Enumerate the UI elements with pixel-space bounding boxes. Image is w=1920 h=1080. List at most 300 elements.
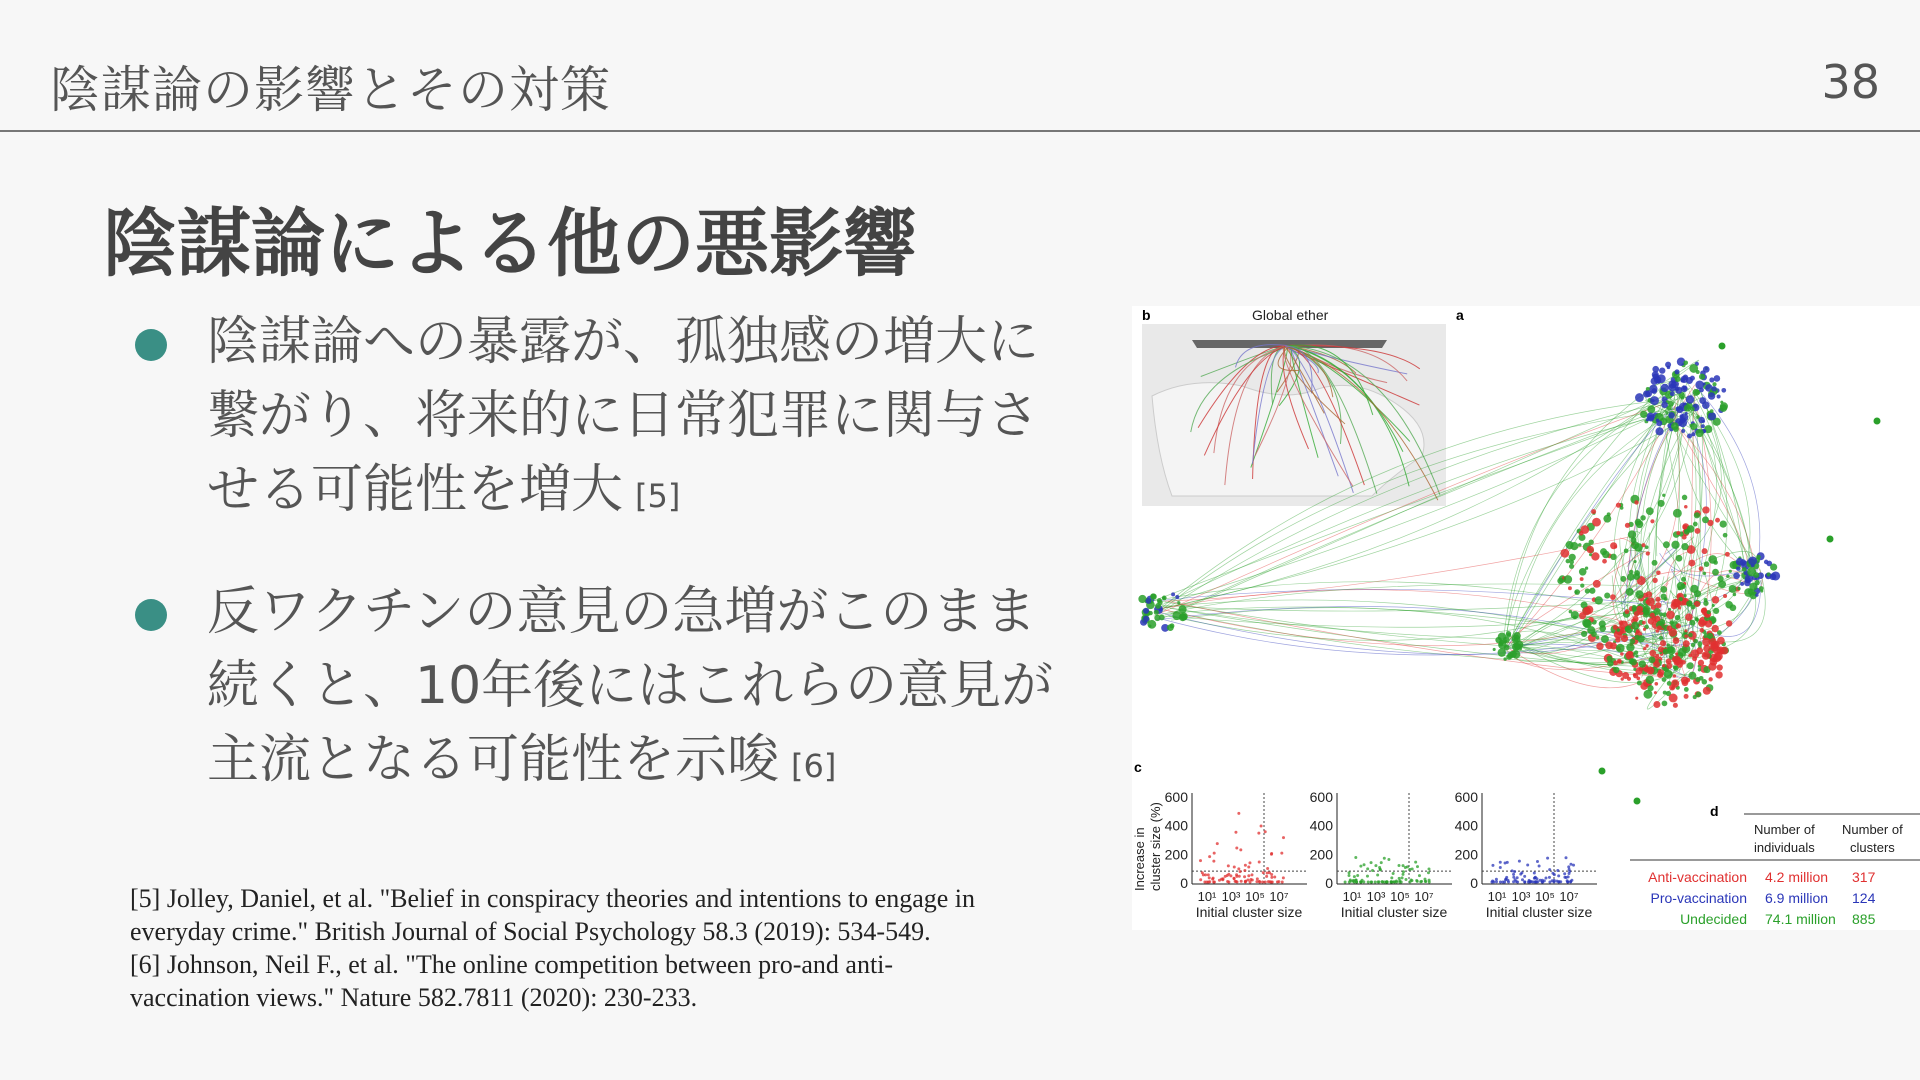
bullet-line: 主流となる可能性を示唆 [6] <box>207 730 837 790</box>
plot-point <box>1408 868 1411 871</box>
network-node <box>1595 596 1603 604</box>
plot-point <box>1499 866 1502 869</box>
plot-point <box>1239 870 1242 873</box>
network-node <box>1696 429 1704 437</box>
network-node <box>1640 515 1645 520</box>
plot-point <box>1243 875 1246 878</box>
plot-point <box>1199 878 1202 881</box>
network-node <box>1684 687 1689 692</box>
network-node <box>1157 600 1162 605</box>
plot-point <box>1404 866 1407 869</box>
network-node <box>1723 594 1727 598</box>
network-node <box>1684 404 1691 411</box>
network-node <box>1695 528 1701 534</box>
network-node <box>1704 561 1709 566</box>
network-node <box>1646 667 1654 675</box>
plot-point <box>1533 871 1536 874</box>
network-node <box>1602 551 1610 559</box>
plot-point <box>1529 880 1532 883</box>
network-node <box>1675 652 1678 655</box>
network-node <box>1703 572 1706 575</box>
network-node <box>1607 512 1611 516</box>
table-row-name: Pro-vaccination <box>1650 890 1747 906</box>
plot-point <box>1239 848 1242 851</box>
network-node <box>1660 586 1667 593</box>
network-node <box>1673 703 1678 708</box>
network-node <box>1717 576 1723 582</box>
network-node <box>1719 343 1726 350</box>
network-node <box>1618 660 1622 664</box>
network-node <box>1667 644 1670 647</box>
plot-point <box>1262 871 1265 874</box>
network-node <box>1647 405 1655 413</box>
network-node <box>1143 608 1149 614</box>
network-node <box>1675 369 1680 374</box>
table-row-individuals: 6.9 million <box>1765 890 1829 906</box>
plot-point <box>1383 857 1386 860</box>
plot-point <box>1490 880 1493 883</box>
network-node <box>1634 798 1641 805</box>
plot-point <box>1511 869 1514 872</box>
network-node <box>1621 677 1624 680</box>
network-node <box>1579 568 1587 576</box>
y-axis-label-2: cluster size (%) <box>1148 802 1163 891</box>
network-node <box>1695 380 1704 389</box>
network-node <box>1676 531 1680 535</box>
network-node <box>1667 681 1672 686</box>
plot-point <box>1506 861 1509 864</box>
network-node <box>1626 588 1634 596</box>
plot-point <box>1265 875 1268 878</box>
plot-point <box>1240 880 1243 883</box>
network-node <box>1693 639 1698 644</box>
network-node <box>1498 632 1507 641</box>
network-node <box>1675 376 1681 382</box>
plot-x-tick: 10¹ <box>1197 889 1217 904</box>
network-node <box>1589 553 1592 556</box>
network-node <box>1684 634 1688 638</box>
network-node <box>1698 417 1704 423</box>
plot-point <box>1280 852 1283 855</box>
network-node <box>1580 583 1584 587</box>
network-node <box>1748 556 1757 565</box>
network-node <box>1770 563 1777 570</box>
network-node <box>1717 664 1723 670</box>
network-node <box>1583 619 1592 628</box>
network-node <box>1713 560 1718 565</box>
plot-point <box>1553 873 1556 876</box>
plot-point <box>1359 865 1362 868</box>
network-node <box>1682 495 1687 500</box>
plot-point <box>1366 875 1369 878</box>
plot-point <box>1386 880 1389 883</box>
plot-y-tick: 400 <box>1309 817 1333 834</box>
plot-point <box>1266 867 1269 870</box>
network-node <box>1660 640 1666 646</box>
network-node <box>1683 360 1688 365</box>
plot-point <box>1359 880 1362 883</box>
network-node <box>1585 588 1590 593</box>
network-node <box>1690 585 1698 593</box>
network-node <box>1673 637 1680 644</box>
plot-point <box>1213 852 1216 855</box>
plot-y-tick: 200 <box>1454 846 1478 863</box>
network-node <box>1643 628 1646 631</box>
network-node <box>1493 648 1496 651</box>
network-node <box>1657 672 1663 678</box>
network-node <box>1640 411 1647 418</box>
network-node <box>1742 567 1747 572</box>
network-node <box>1684 694 1689 699</box>
network-node <box>1675 387 1682 394</box>
plot-point <box>1427 871 1430 874</box>
plot-point <box>1234 831 1237 834</box>
network-node <box>1620 576 1626 582</box>
network-node <box>1702 516 1709 523</box>
plot-point <box>1380 861 1383 864</box>
plot-point <box>1564 856 1567 859</box>
network-node <box>1702 506 1709 513</box>
plot-point <box>1264 830 1267 833</box>
plot-point <box>1402 870 1405 873</box>
plot-point <box>1367 880 1370 883</box>
reference-line: vaccination views." Nature 582.7811 (2020): 230-233. <box>130 983 698 1012</box>
bullet-line: せる可能性を増大 [5] <box>207 460 681 520</box>
plot-point <box>1539 879 1542 882</box>
plot-point <box>1268 880 1271 883</box>
plot-point <box>1402 873 1405 876</box>
network-node <box>1574 591 1577 594</box>
network-node <box>1673 666 1678 671</box>
network-node <box>1694 512 1700 518</box>
plot-point <box>1282 876 1285 879</box>
plot-point <box>1538 865 1541 868</box>
table-row-clusters: 317 <box>1852 869 1876 885</box>
plot-point <box>1566 880 1569 883</box>
network-node <box>1668 412 1674 418</box>
network-node <box>1674 657 1682 665</box>
network-node <box>1661 594 1667 600</box>
plot-point <box>1270 853 1273 856</box>
plot-point <box>1370 861 1373 864</box>
plot-point <box>1353 875 1356 878</box>
network-node <box>1646 507 1654 515</box>
plot-point <box>1356 874 1359 877</box>
network-node <box>1670 620 1674 624</box>
network-node <box>1628 530 1636 538</box>
network-node <box>1610 554 1616 560</box>
network-node <box>1726 620 1732 626</box>
network-node <box>1625 626 1630 631</box>
network-node <box>1633 573 1640 580</box>
plot-point <box>1428 879 1431 882</box>
citation-mark: [6] <box>791 747 837 785</box>
network-node <box>1663 649 1669 655</box>
network-node <box>1171 592 1175 596</box>
network-node <box>1754 580 1759 585</box>
plot-point <box>1401 876 1404 879</box>
network-node <box>1682 386 1687 391</box>
network-node <box>1704 598 1708 602</box>
table-header-clusters-2: clusters <box>1850 840 1895 855</box>
bullet-dot-icon <box>135 599 167 631</box>
network-node <box>1627 677 1631 681</box>
network-node <box>1636 629 1640 633</box>
plot-point <box>1218 879 1221 882</box>
network-node <box>1635 393 1644 402</box>
network-node <box>1652 578 1657 583</box>
bullet-text <box>207 575 1130 803</box>
plot-point <box>1348 880 1351 883</box>
network-node <box>1661 384 1669 392</box>
plot-y-tick: 400 <box>1164 817 1188 834</box>
slide-header <box>0 0 1920 132</box>
plot-point <box>1199 859 1202 862</box>
network-node <box>1653 701 1660 708</box>
network-node <box>1498 648 1506 656</box>
network-node <box>1698 619 1706 627</box>
network-node <box>1587 546 1594 553</box>
network-node <box>1506 631 1511 636</box>
plot-point <box>1418 874 1421 877</box>
network-node <box>1634 560 1637 563</box>
plot-point <box>1371 869 1374 872</box>
plot-x-tick: 10⁵ <box>1390 889 1410 904</box>
plot-point <box>1208 876 1211 879</box>
plot-point <box>1567 875 1570 878</box>
network-node <box>1676 623 1681 628</box>
plot-point <box>1227 864 1230 867</box>
network-node <box>1625 523 1630 528</box>
plot-point <box>1276 880 1279 883</box>
network-node <box>1662 677 1667 682</box>
network-node <box>1589 588 1595 594</box>
plot-point <box>1354 856 1357 859</box>
plot-point <box>1376 874 1379 877</box>
table-header-individuals-2: individuals <box>1754 840 1815 855</box>
plot-x-tick: 10⁷ <box>1269 889 1289 904</box>
network-node <box>1710 409 1714 413</box>
network-node <box>1147 620 1156 629</box>
network-node <box>1645 644 1648 647</box>
references <box>130 882 1090 1014</box>
plot-y-tick: 600 <box>1454 789 1478 805</box>
plot-point <box>1207 873 1210 876</box>
network-node <box>1150 593 1156 599</box>
network-node <box>1700 628 1705 633</box>
plot-point <box>1379 868 1382 871</box>
plot-x-label: Initial cluster size <box>1195 904 1303 920</box>
network-node <box>1627 651 1634 658</box>
plot-point <box>1521 878 1524 881</box>
plot-point <box>1548 876 1551 879</box>
network-node <box>1580 577 1584 581</box>
network-node <box>1649 656 1656 663</box>
network-node <box>1709 677 1713 681</box>
network-node <box>1711 386 1716 391</box>
plot-point <box>1363 863 1366 866</box>
plot-point <box>1499 880 1502 883</box>
plot-point <box>1556 869 1559 872</box>
bullet-item <box>135 305 1130 533</box>
network-node <box>1662 701 1668 707</box>
network-node <box>1634 611 1640 617</box>
reference-line: [6] Johnson, Neil F., et al. "The online competition between pro-and anti- <box>130 950 894 979</box>
network-node <box>1683 375 1689 381</box>
network-node <box>1708 412 1716 420</box>
network-node <box>1703 687 1711 695</box>
network-node <box>1662 664 1665 667</box>
network-node <box>1755 593 1758 596</box>
network-node <box>1648 618 1655 625</box>
panel-label-d: d <box>1710 803 1719 819</box>
bullet-text <box>207 305 1130 533</box>
network-node <box>1663 691 1667 695</box>
network-node <box>1599 768 1606 775</box>
plot-point <box>1415 879 1418 882</box>
plot-point <box>1551 879 1554 882</box>
plot-point <box>1235 875 1238 878</box>
network-node <box>1632 616 1638 622</box>
network-node <box>1733 593 1737 597</box>
network-node <box>1656 570 1661 575</box>
plot-point <box>1257 832 1260 835</box>
plot-point <box>1264 880 1267 883</box>
network-node <box>1179 613 1187 621</box>
plot-point <box>1569 880 1572 883</box>
network-node <box>1662 494 1665 497</box>
table-row-name: Undecided <box>1680 911 1747 927</box>
network-node <box>1693 522 1698 527</box>
plot-point <box>1247 865 1250 868</box>
plot-point <box>1526 863 1529 866</box>
network-node <box>1656 379 1661 384</box>
network-node <box>1717 395 1721 399</box>
network-node <box>1666 610 1675 619</box>
plot-point <box>1427 867 1430 870</box>
plot-point <box>1400 880 1403 883</box>
plot-point <box>1270 876 1273 879</box>
network-node <box>1645 390 1652 397</box>
plot-point <box>1348 871 1351 874</box>
network-node <box>1696 647 1703 654</box>
network-node <box>1143 616 1149 622</box>
plot-x-tick: 10⁷ <box>1414 889 1434 904</box>
plot-point <box>1424 880 1427 883</box>
network-node <box>1154 610 1159 615</box>
network-node <box>1697 642 1702 647</box>
network-node <box>1681 429 1685 433</box>
network-node <box>1698 668 1701 671</box>
network-node <box>1630 658 1637 665</box>
network-node <box>1592 518 1601 527</box>
network-node <box>1665 362 1671 368</box>
network-node <box>1699 566 1704 571</box>
plot-point <box>1544 876 1547 879</box>
network-node <box>1689 364 1698 373</box>
plot-point <box>1495 878 1498 881</box>
plot-point <box>1366 867 1369 870</box>
network-node <box>1681 543 1688 550</box>
bullet-list <box>135 305 1130 845</box>
network-node <box>1649 650 1656 657</box>
network-node <box>1620 652 1624 656</box>
plot-point <box>1374 864 1377 867</box>
network-node <box>1699 397 1706 404</box>
network-node <box>1720 647 1728 655</box>
network-node <box>1656 419 1660 423</box>
global-ether-label: Global ether <box>1252 307 1329 323</box>
network-node <box>1635 667 1642 674</box>
network-node <box>1145 598 1151 604</box>
network-node <box>1827 536 1834 543</box>
plot-point <box>1420 880 1423 883</box>
plot-point <box>1229 874 1232 877</box>
network-node <box>1647 685 1653 691</box>
plot-point <box>1344 881 1347 884</box>
plot-point <box>1212 881 1215 884</box>
network-node <box>1701 424 1705 428</box>
network-node <box>1659 367 1665 373</box>
network-node <box>1596 643 1603 650</box>
network-node <box>1646 551 1650 555</box>
plot-y-tick: 400 <box>1454 817 1478 834</box>
network-node <box>1631 622 1639 630</box>
network-node <box>1691 643 1695 647</box>
plot-point <box>1512 876 1515 879</box>
network-node <box>1712 596 1720 604</box>
plot-y-tick: 600 <box>1164 789 1188 805</box>
plot-point <box>1374 881 1377 884</box>
plot-point <box>1536 860 1539 863</box>
network-node <box>1599 620 1606 627</box>
network-node <box>1733 572 1740 579</box>
network-node <box>1723 533 1728 538</box>
network-node <box>1720 404 1728 412</box>
network-node <box>1688 560 1695 567</box>
plot-point <box>1281 880 1284 883</box>
network-node <box>1503 657 1506 660</box>
plot-point <box>1235 846 1238 849</box>
network-node <box>1712 604 1715 607</box>
network-node <box>1695 618 1699 622</box>
network-node <box>1659 636 1663 640</box>
plot-point <box>1260 825 1263 828</box>
plot-point <box>1395 880 1398 883</box>
network-node <box>1641 543 1645 547</box>
plot-point <box>1273 876 1276 879</box>
plot-point <box>1402 864 1405 867</box>
plot-point <box>1557 874 1560 877</box>
network-node <box>1646 591 1652 597</box>
network-node <box>1613 660 1618 665</box>
table-row-clusters: 124 <box>1852 890 1876 906</box>
network-node <box>1643 608 1648 613</box>
network-node <box>1610 594 1616 600</box>
network-node <box>1636 677 1640 681</box>
network-node <box>1702 651 1710 659</box>
plot-point <box>1512 873 1515 876</box>
network-node <box>1721 388 1726 393</box>
plot-point <box>1261 880 1264 883</box>
network-node <box>1695 677 1700 682</box>
table-row-clusters: 885 <box>1852 911 1876 927</box>
table-header-clusters-1: Number of <box>1842 822 1903 837</box>
plot-point <box>1268 871 1271 874</box>
page-number: 38 <box>1821 55 1880 109</box>
plot-point <box>1258 860 1261 863</box>
plot-point <box>1546 857 1549 860</box>
